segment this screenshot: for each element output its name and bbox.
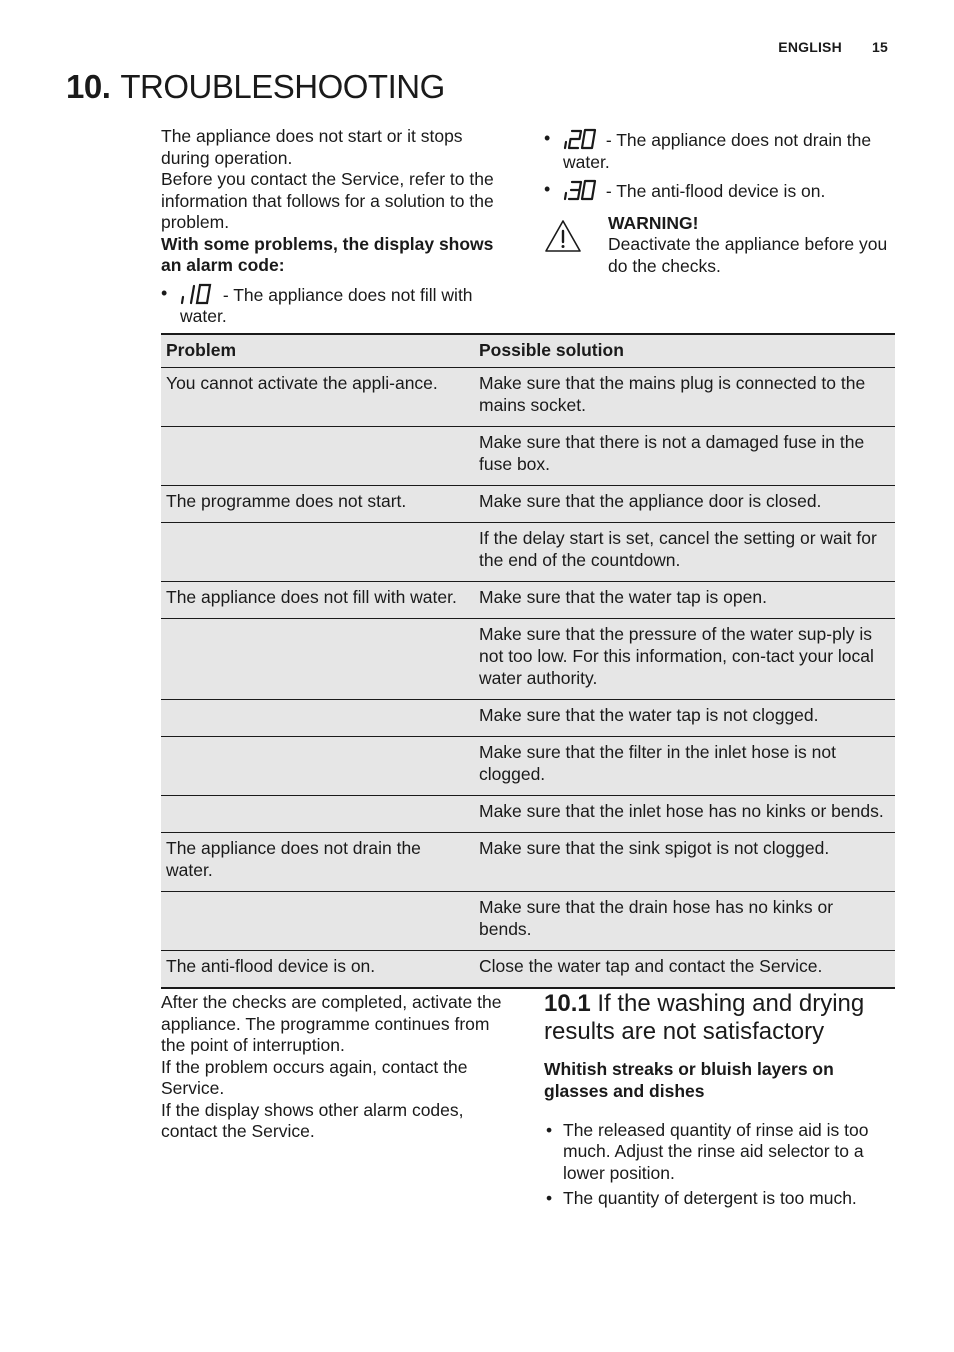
table-row [161,486,895,523]
problem-cell: You cannot activate the appli-ance. [166,373,438,393]
intro-column [161,126,506,328]
code-i20-icon [563,128,599,150]
after-paragraph-3: If the display shows other alarm codes, contact the Service. [161,1099,464,1141]
problem-cell [161,700,474,736]
problem-cell: The appliance does not fill with water. [166,587,457,607]
after-paragraph-1: After the checks are completed, activate the appliance. The programme continues from the point of interruption. [161,992,502,1055]
solution-cell: Make sure that the sink spigot is not clogged. [479,838,830,858]
table-row [161,619,895,700]
bullet-icon: • [546,1119,553,1140]
table-row [161,737,895,796]
subsection-10-1 [544,990,896,1210]
codes-column [544,128,896,277]
warning-title: WARNING! [608,212,699,233]
alarm-code-text: - The appliance does not fill with water. [180,284,473,326]
after-checks-text [161,992,506,1143]
table-row [161,892,895,951]
bullet-icon: • [546,1188,553,1208]
problem-cell [161,796,474,832]
subsection-title-text: If the washing and drying results are not satisfactory [544,990,865,1045]
alarm-code-item [544,128,896,173]
warning-triangle-icon [544,219,582,253]
bullet-icon: • [544,179,551,199]
table-header-row [161,333,895,368]
table-row [161,427,895,486]
solution-cell: Make sure that the appliance door is closed. [479,491,822,511]
problem-cell [161,427,474,485]
solution-cell: Make sure that the drain hose has no kinks or bends. [479,897,834,939]
subsection-title [544,990,896,1046]
problem-cell [161,619,474,699]
solution-cell: Make sure that the filter in the inlet hose is not clogged. [479,742,836,784]
list-item-text: The quantity of detergent is too much. [563,1188,857,1208]
alarm-code-item [544,179,896,203]
alarm-code-text: - The anti-flood device is on. [601,181,826,201]
alarm-code-text: - The appliance does not drain the water. [563,130,872,172]
intro-bold: With some problems, the display shows an alarm code: [161,233,494,275]
solution-cell: Close the water tap and contact the Service. [479,956,823,976]
list-item-text: The released quantity of rinse aid is too much. Adjust the rinse aid selector to a lower position. [563,1119,869,1183]
solution-cell: Make sure that the mains plug is connected to the mains socket. [479,373,866,415]
table-row [161,951,895,989]
intro-line-2: Before you contact the Service, refer to the information that follows for a solution to the problem. [161,169,494,232]
code-i10-icon [180,283,216,305]
code-i30-icon [563,179,599,201]
warning-text: Deactivate the appliance before you do the checks. [608,234,888,276]
language-label: ENGLISH [778,39,842,55]
problem-cell [161,523,474,581]
list-item [544,1120,896,1185]
bullet-icon: • [544,128,551,148]
table-row [161,523,895,582]
solution-cell: If the delay start is set, cancel the setting or wait for the end of the countdown. [479,528,877,570]
column-header: Possible solution [479,340,624,360]
warning-box [544,213,896,278]
column-header: Problem [166,340,237,360]
problem-cell: The appliance does not drain the water. [166,838,421,880]
subsection-number: 10.1 [544,990,591,1017]
after-paragraph-2: If the problem occurs again, contact the Service. [161,1056,468,1098]
section-number: 10. [66,68,111,105]
solution-cell: Make sure that the pressure of the water sup-ply is not too low. For this information, con-tact your local water authority. [479,624,874,688]
solution-cell: Make sure that there is not a damaged fuse in the fuse box. [479,432,865,474]
table-row [161,796,895,833]
list-item [544,1188,896,1210]
section-title: TROUBLESHOOTING [120,68,445,105]
table-row [161,700,895,737]
solution-cell: Make sure that the inlet hose has no kinks or bends. [479,801,884,821]
solution-cell: Make sure that the water tap is not clogged. [479,705,819,725]
alarm-code-item [161,283,506,328]
troubleshooting-table [161,333,895,989]
table-row [161,833,895,892]
bullet-icon: • [161,282,168,303]
table-row [161,368,895,427]
page-header [778,39,888,55]
intro-line-1: The appliance does not start or it stops during operation. [161,126,463,168]
subsection-subheading: Whitish streaks or bluish layers on glasses and dishes [544,1059,834,1101]
solution-cell: Make sure that the water tap is open. [479,587,767,607]
problem-cell: The anti-flood device is on. [166,956,376,976]
problem-cell: The programme does not start. [166,491,407,511]
table-row [161,582,895,619]
problem-cell [161,737,474,795]
problem-cell [161,892,474,950]
page-number: 15 [872,39,888,55]
page-title [66,68,445,106]
